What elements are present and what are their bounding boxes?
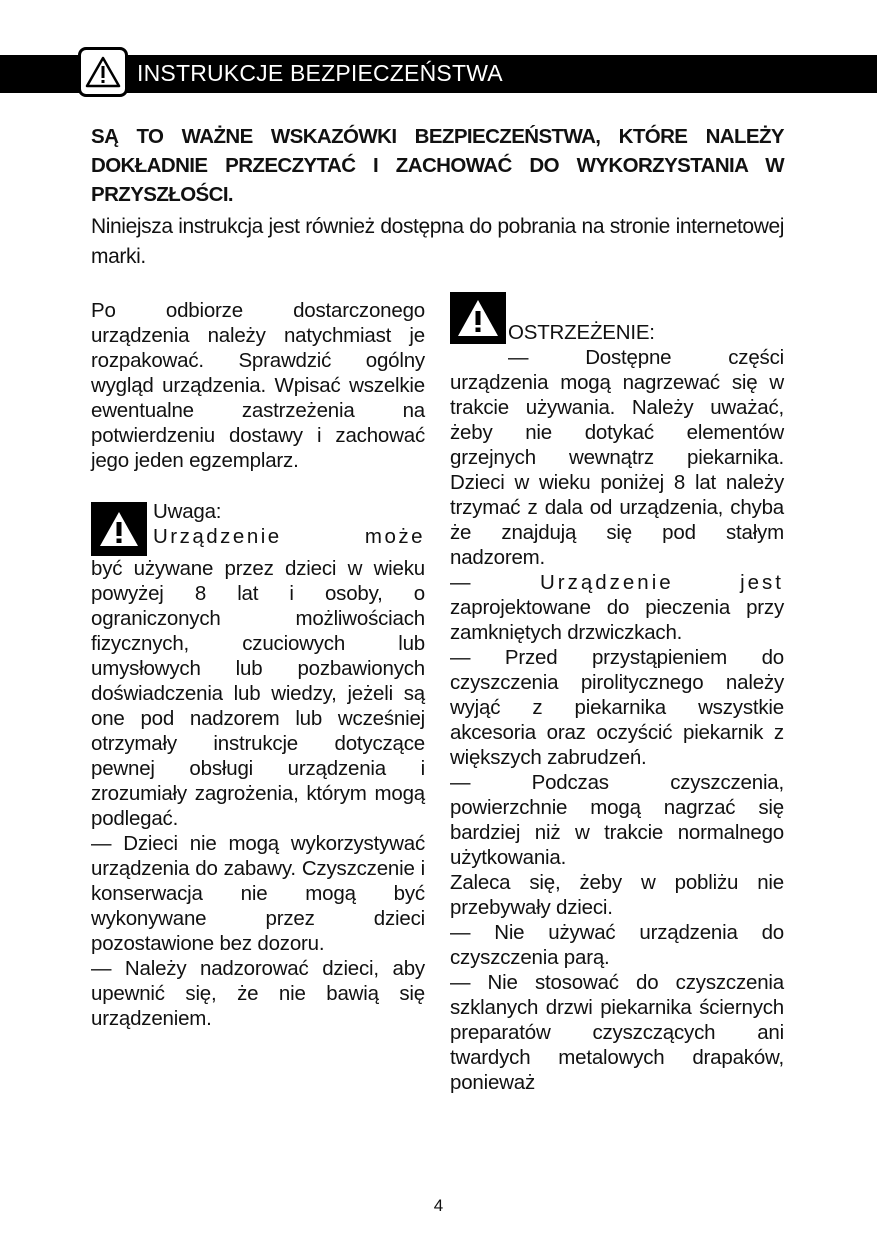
hot-parts-item: — Dostępne części urządzenia mogą nagrzewać się w trakcie używania. Należy uważać, żeby nie dotykać elementów grzejnych wewnątrz piekarnika. Dzieci w wieku poniżej 8 lat należy trzymać z dala od urządzenia, chyba że znajdują się pod stałym nadzorem. [450,346,784,569]
pyrolytic-cleaning-item: — Przed przystąpieniem do czyszczenia pirolitycznego należy wyjąć z piekarnika wszystkie akcesoria oraz oczyścić piekarnik z większych zabrudzeń. [450,646,784,769]
caution-block [91,499,425,831]
intro-text: Niniejsza instrukcja jest również dostępna do pobrania na stronie internetowej marki. [91,215,784,268]
closed-door-text: zaprojektowane do pieczenia przy zamkniętych drzwiczkach. [450,596,784,644]
caution-lead: Urządzenie może [153,525,425,548]
cleaning-heat-item: — Podczas czyszczenia, powierzchnie mogą nagrzać się bardziej niż w trakcie normalnego użytkowania. [450,771,784,869]
left-column [91,298,425,1031]
caution-text: być używane przez dzieci w wieku powyżej 8 lat i osoby, o ograniczonych możliwościach fizycznych, czuciowych lub umysłowych lub pozbawionych doświadczenia lub wiedzy, jeżeli są one pod nadzorem lub wcześniej otrzymały instrukcje dotyczące pewnej obsługi urządzenia i zrozumiały zagrożenia, którym mogą podlegać. [91,557,425,830]
unpacking-paragraph: Po odbiorze dostarczonego urządzenia należy natychmiast je rozpakować. Sprawdzić ogólny wygląd urządzenia. Wpisać wszelkie ewentualne zastrzeżenia na potwierdzeniu dostawy i zachować jego jeden egzemplarz. [91,299,425,472]
closed-door-lead: — Urządzenie jest [450,571,784,594]
right-column [450,292,784,1095]
intro-bold-text: SĄ TO WAŻNE WSKAZÓWKI BEZPIECZEŃSTWA, KTÓRE NALEŻY DOKŁADNIE PRZECZYTAĆ I ZACHOWAĆ DO WYKORZYSTANIA W PRZYSZŁOŚCI. [91,125,784,206]
page-number: 4 [433,1196,444,1215]
supervise-children-item: — Należy nadzorować dzieci, aby upewnić się, że nie bawią się urządzeniem. [91,957,425,1030]
caution-label: Uwaga: [153,500,222,523]
keep-children-away-item: Zaleca się, żeby w pobliżu nie przebywały dzieci. [450,871,784,919]
warning-triangle-icon [78,47,128,97]
warning-icon [450,292,506,344]
warning-label: OSTRZEŻENIE: [508,321,655,344]
no-abrasive-cleaners-item: — Nie stosować do czyszczenia szklanych drzwi piekarnika ściernych preparatów czyszczących ani twardych metalowych drapaków, ponieważ [450,971,784,1094]
warning-block [450,292,784,345]
no-steam-cleaning-item: — Nie używać urządzenia do czyszczenia parą. [450,921,784,969]
children-play-item: — Dzieci nie mogą wykorzystywać urządzenia do zabawy. Czyszczenie i konserwacja nie mogą być wykonywane przez dzieci pozostawione bez dozoru. [91,832,425,955]
warning-icon [91,502,147,556]
page-title: INSTRUKCJE BEZPIECZEŃSTWA [137,60,503,86]
